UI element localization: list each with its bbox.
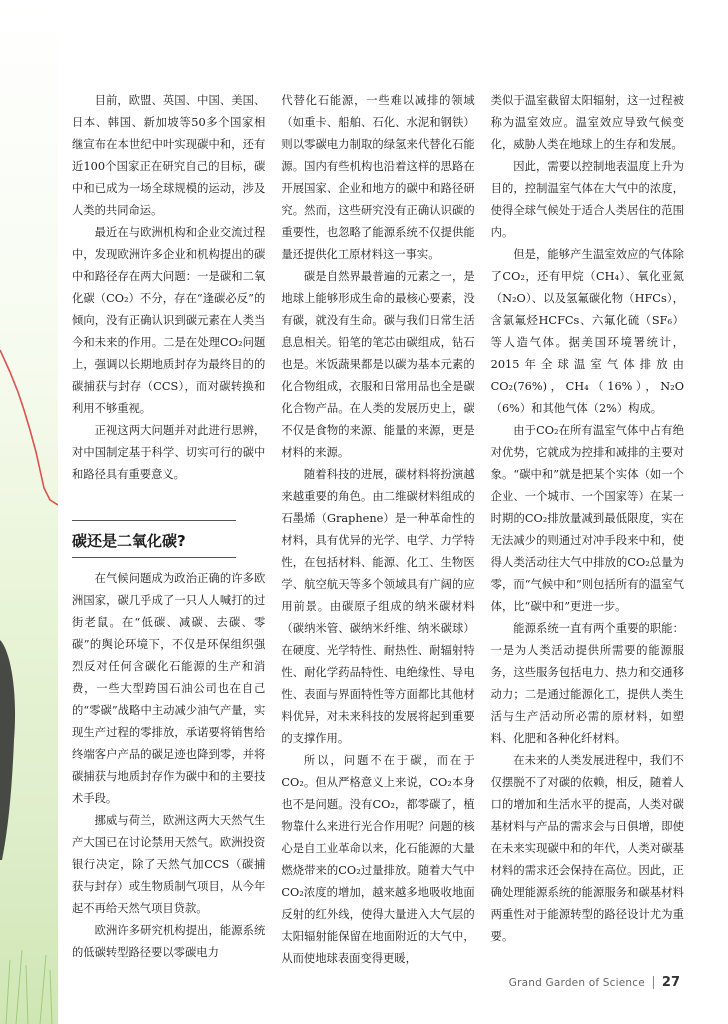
decorative-chart-graphic xyxy=(0,0,58,1024)
heading-top-rule xyxy=(72,520,236,521)
paragraph: 类似于温室截留太阳辐射，这一过程被称为温室效应。温室效应导致气候变化，威胁人类在地球上的生存和发展。 xyxy=(490,94,684,151)
paragraph: 由于CO₂在所有温室气体中占有绝对优势，它就成为控排和减排的主要对象。“碳中和”就是把某个实体（如一个企业、一个城市、一个国家等）在某一时期的CO₂排放量减到最低限度，实在无法减少的则通过对冲手段来中和，使得人类活动往大气中排放的CO₂总量为零，而“气候中和”则包括所有的温室气体，比“碳中和”更进一步。 xyxy=(490,424,684,613)
paragraph: 欧洲许多研究机构提出，能源系统的低碳转型路径要以零碳电力 xyxy=(72,924,266,959)
page-footer xyxy=(509,975,680,990)
paragraph: 随着科技的进展，碳材料将扮演越来越重要的角色。由二维碳材料组成的石墨烯（Graphene）是一种革命性的材料，具有优异的光学、电学、力学特性，在包括材料、能源、化工、生物医学、航空航天等多个领域具有广阔的应用前景。由碳原子组成的纳米碳材料（碳纳米管、碳纳米纤维、纳米碳球）在硬度、光学特性、耐热性、耐辐射特性、耐化学药品特性、电绝缘性、导电性、表面与界面特性等方面都比其他材料优异，对未来科技的发展将起到重要的支撑作用。 xyxy=(281,468,475,745)
section-heading: 碳还是二氧化碳? xyxy=(72,532,186,550)
heading-bottom-rule xyxy=(72,557,236,558)
decorative-silhouette xyxy=(0,640,15,860)
paragraph: 碳是自然界最普遍的元素之一，是地球上能够形成生命的最核心要素，没有碳，就没有生命。碳与我们日常生活息息相关。铅笔的笔芯由碳组成，钻石也是。米饭蔬果都是以碳为基本元素的化合物组成，衣服和日常用品也全是碳化合物产品。在人类的发展历史上，碳不仅是食物的来源、能量的来源，更是材料的来源。 xyxy=(281,270,475,459)
paragraph: 目前，欧盟、英国、中国、美国、日本、韩国、新加坡等50多个国家相继宣布在本世纪中叶实现碳中和，还有近100个国家正在研究自己的目标，碳中和已成为一场全球规模的运动，涉及人类的共同命运。 xyxy=(72,94,266,217)
footer-divider xyxy=(653,976,654,989)
page-number: 27 xyxy=(661,975,680,990)
decorative-red-trend-line xyxy=(0,350,58,505)
paragraph: 因此，需要以控制地表温度上升为目的，控制温室气体在大气中的浓度，使得全球气候处于适合人类居住的范围内。 xyxy=(490,160,684,239)
paragraph: 代替化石能源，一些难以减排的领域（如重卡、船舶、石化、水泥和钢铁）则以零碳电力制取的绿氢来代替化石能源。国内有些机构也沿着这样的思路在开展国家、企业和地方的碳中和路径研究。然而，这些研究没有正确认识碳的重要性，也忽略了能源系统不仅提供能量还提供化工原材料这一事实。 xyxy=(281,94,475,261)
decorative-grass xyxy=(6,950,52,1024)
paragraph: 最近在与欧洲机构和企业交流过程中，发现欧洲许多企业和机构提出的碳中和路径存在两大问题：一是碳和二氧化碳（CO₂）不分，存在“逢碳必反”的倾向，没有正确认识到碳元素在人类当今和未来的作用。二是在处理CO₂问题上，强调以长期地质封存为最终目的的碳捕获与封存（CCS），而对碳转换和利用不够重视。 xyxy=(72,226,266,415)
paragraph: 所以，问题不在于碳，而在于CO₂。但从严格意义上来说，CO₂本身也不是问题。没有CO₂，都零碳了，植物靠什么来进行光合作用呢？问题的核心是自工业革命以来，化石能源的大量燃烧带来的CO₂过量排放。随着大气中CO₂浓度的增加，越来越多地吸收地面反射的红外线，使得大量进入大气层的太阳辐射能保留在地面附近的大气中，从而使地球表面变得更暖， xyxy=(281,754,475,965)
paragraph: 正视这两大问题并对此进行思辨，对中国制定基于科学、切实可行的碳中和路径具有重要意义。 xyxy=(72,424,266,481)
article-body xyxy=(72,90,684,970)
paragraph: 在未来的人类发展进程中，我们不仅摆脱不了对碳的依赖，相反，随着人口的增加和生活水平的提高，人类对碳基材料与产品的需求会与日俱增，即使在未来实现碳中和的年代，人类对碳基材料的需求还会保持在高位。因此，正确处理能源系统的能源服务和碳基材料两重性对于能源转型的路径设计尤为重要。 xyxy=(490,754,684,943)
left-decoration-strip xyxy=(0,0,58,1024)
article-column-2 xyxy=(281,90,474,970)
paragraph: 挪威与荷兰，欧洲这两大天然气生产大国已在讨论禁用天然气。欧洲投资银行决定，除了天然气加CCS（碳捕获与封存）或生物质制气项目，从今年起不再给天然气项目贷款。 xyxy=(72,814,266,915)
magazine-name: Grand Garden of Science xyxy=(508,976,645,989)
paragraph: 能源系统一直有两个重要的职能：一是为人类活动提供所需要的能源服务，这些服务包括电力、热力和交通移动力；二是通过能源化工，提供人类生活与生产活动所必需的原材料，如塑料、化肥和各种化纤材料。 xyxy=(490,622,684,745)
article-column-1 xyxy=(72,90,265,970)
paragraph: 但是，能够产生温室效应的气体除了CO₂，还有甲烷（CH₄）、氧化亚氮（N₂O）、以及氢氟碳化物（HFCs），含氯氟烃HCFCs、六氟化硫（SF₆）等人造气体。据美国环境署统计，2015年全球温室气体排放由CO₂(76%)，CH₄（16%），N₂O（6%）和其他气体（2%）构成。 xyxy=(490,248,684,415)
paragraph: 在气候问题成为政治正确的许多欧洲国家，碳几乎成了一只人人喊打的过街老鼠。在“低碳、减碳、去碳、零碳”的舆论环境下，不仅是环保组织强烈反对任何含碳化石能源的生产和消费，一些大型跨国石油公司也在自己的“零碳”战略中主动减少油气产量，实现生产过程的零排放，承诺要将销售给终端客户产品的碳足迹也降到零，并将碳捕获与地质封存作为碳中和的主要技术手段。 xyxy=(72,572,266,805)
article-column-3 xyxy=(491,90,684,970)
